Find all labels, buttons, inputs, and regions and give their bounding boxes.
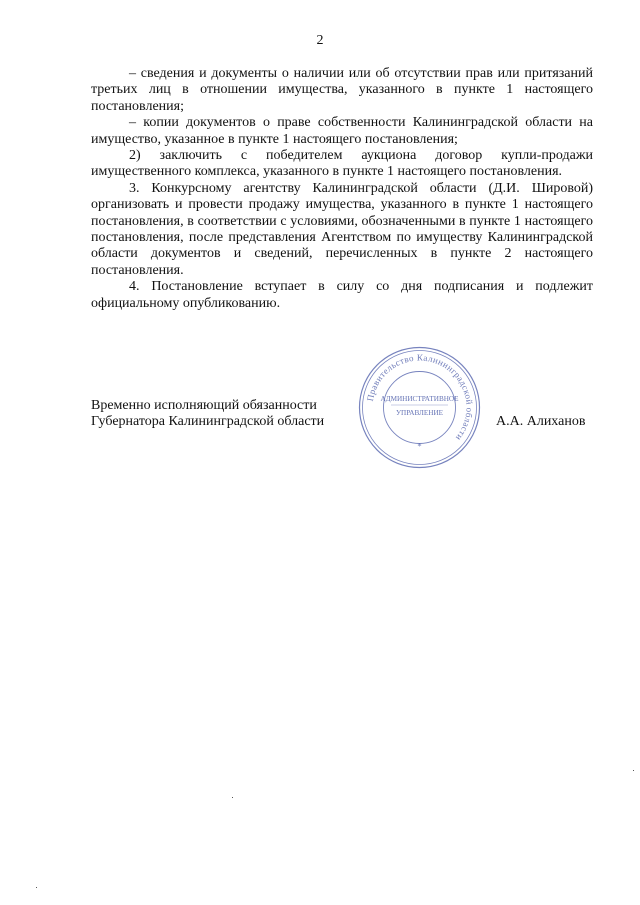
seal-center-line2: УПРАВЛЕНИЕ bbox=[395, 409, 444, 417]
signatory-position-line2: Губернатора Калининградской области bbox=[91, 414, 325, 430]
page-number: 2 bbox=[316, 33, 324, 48]
seal-center-line1: АДМИНИСТРАТИВНОЕ bbox=[380, 395, 459, 403]
seal-star-icon: * bbox=[417, 442, 422, 451]
paragraph-item-rights-claims: – сведения и документы о наличии или об отсутствии прав или притязаний третьих лиц в отношении имущества, указанного в пункте 1 настоящего постановления; bbox=[91, 66, 593, 114]
signatory-position bbox=[91, 398, 324, 431]
scan-speck bbox=[36, 887, 37, 888]
scan-speck bbox=[633, 770, 634, 771]
seal-ring-text: Правительство Калининградской области bbox=[364, 352, 475, 443]
official-seal bbox=[357, 345, 482, 470]
paragraph-3-agency: 3. Конкурсному агентству Калининградской области (Д.И. Шировой) организовать и провести продажу имущества, указанного в пункте 1 настоящего постановления, в соответствии с условиями, обозначенными в пункте 1 настоящего постановления, после представления Агентством по имуществу Калининградской области документов и сведений, перечисленных в пункте 2 настоящего постановления. bbox=[91, 180, 593, 278]
paragraph-4-effective: 4. Постановление вступает в силу со дня подписания и подлежит официальному опубликованию. bbox=[91, 279, 593, 311]
paragraph-item-ownership-copies: – копии документов о праве собственности Калининградской области на имущество, указанное в пункте 1 настоящего постановления; bbox=[91, 115, 593, 147]
signatory-name: А.А. Алиханов bbox=[496, 414, 586, 429]
signatory-position-line1: Временно исполняющий обязанности bbox=[91, 398, 317, 413]
paragraph-2-contract: 2) заключить с победителем аукциона договор купли-продажи имущественного комплекса, указанного в пункте 1 настоящего постановления. bbox=[91, 148, 593, 180]
scan-speck bbox=[232, 797, 233, 798]
document-body bbox=[91, 66, 593, 312]
